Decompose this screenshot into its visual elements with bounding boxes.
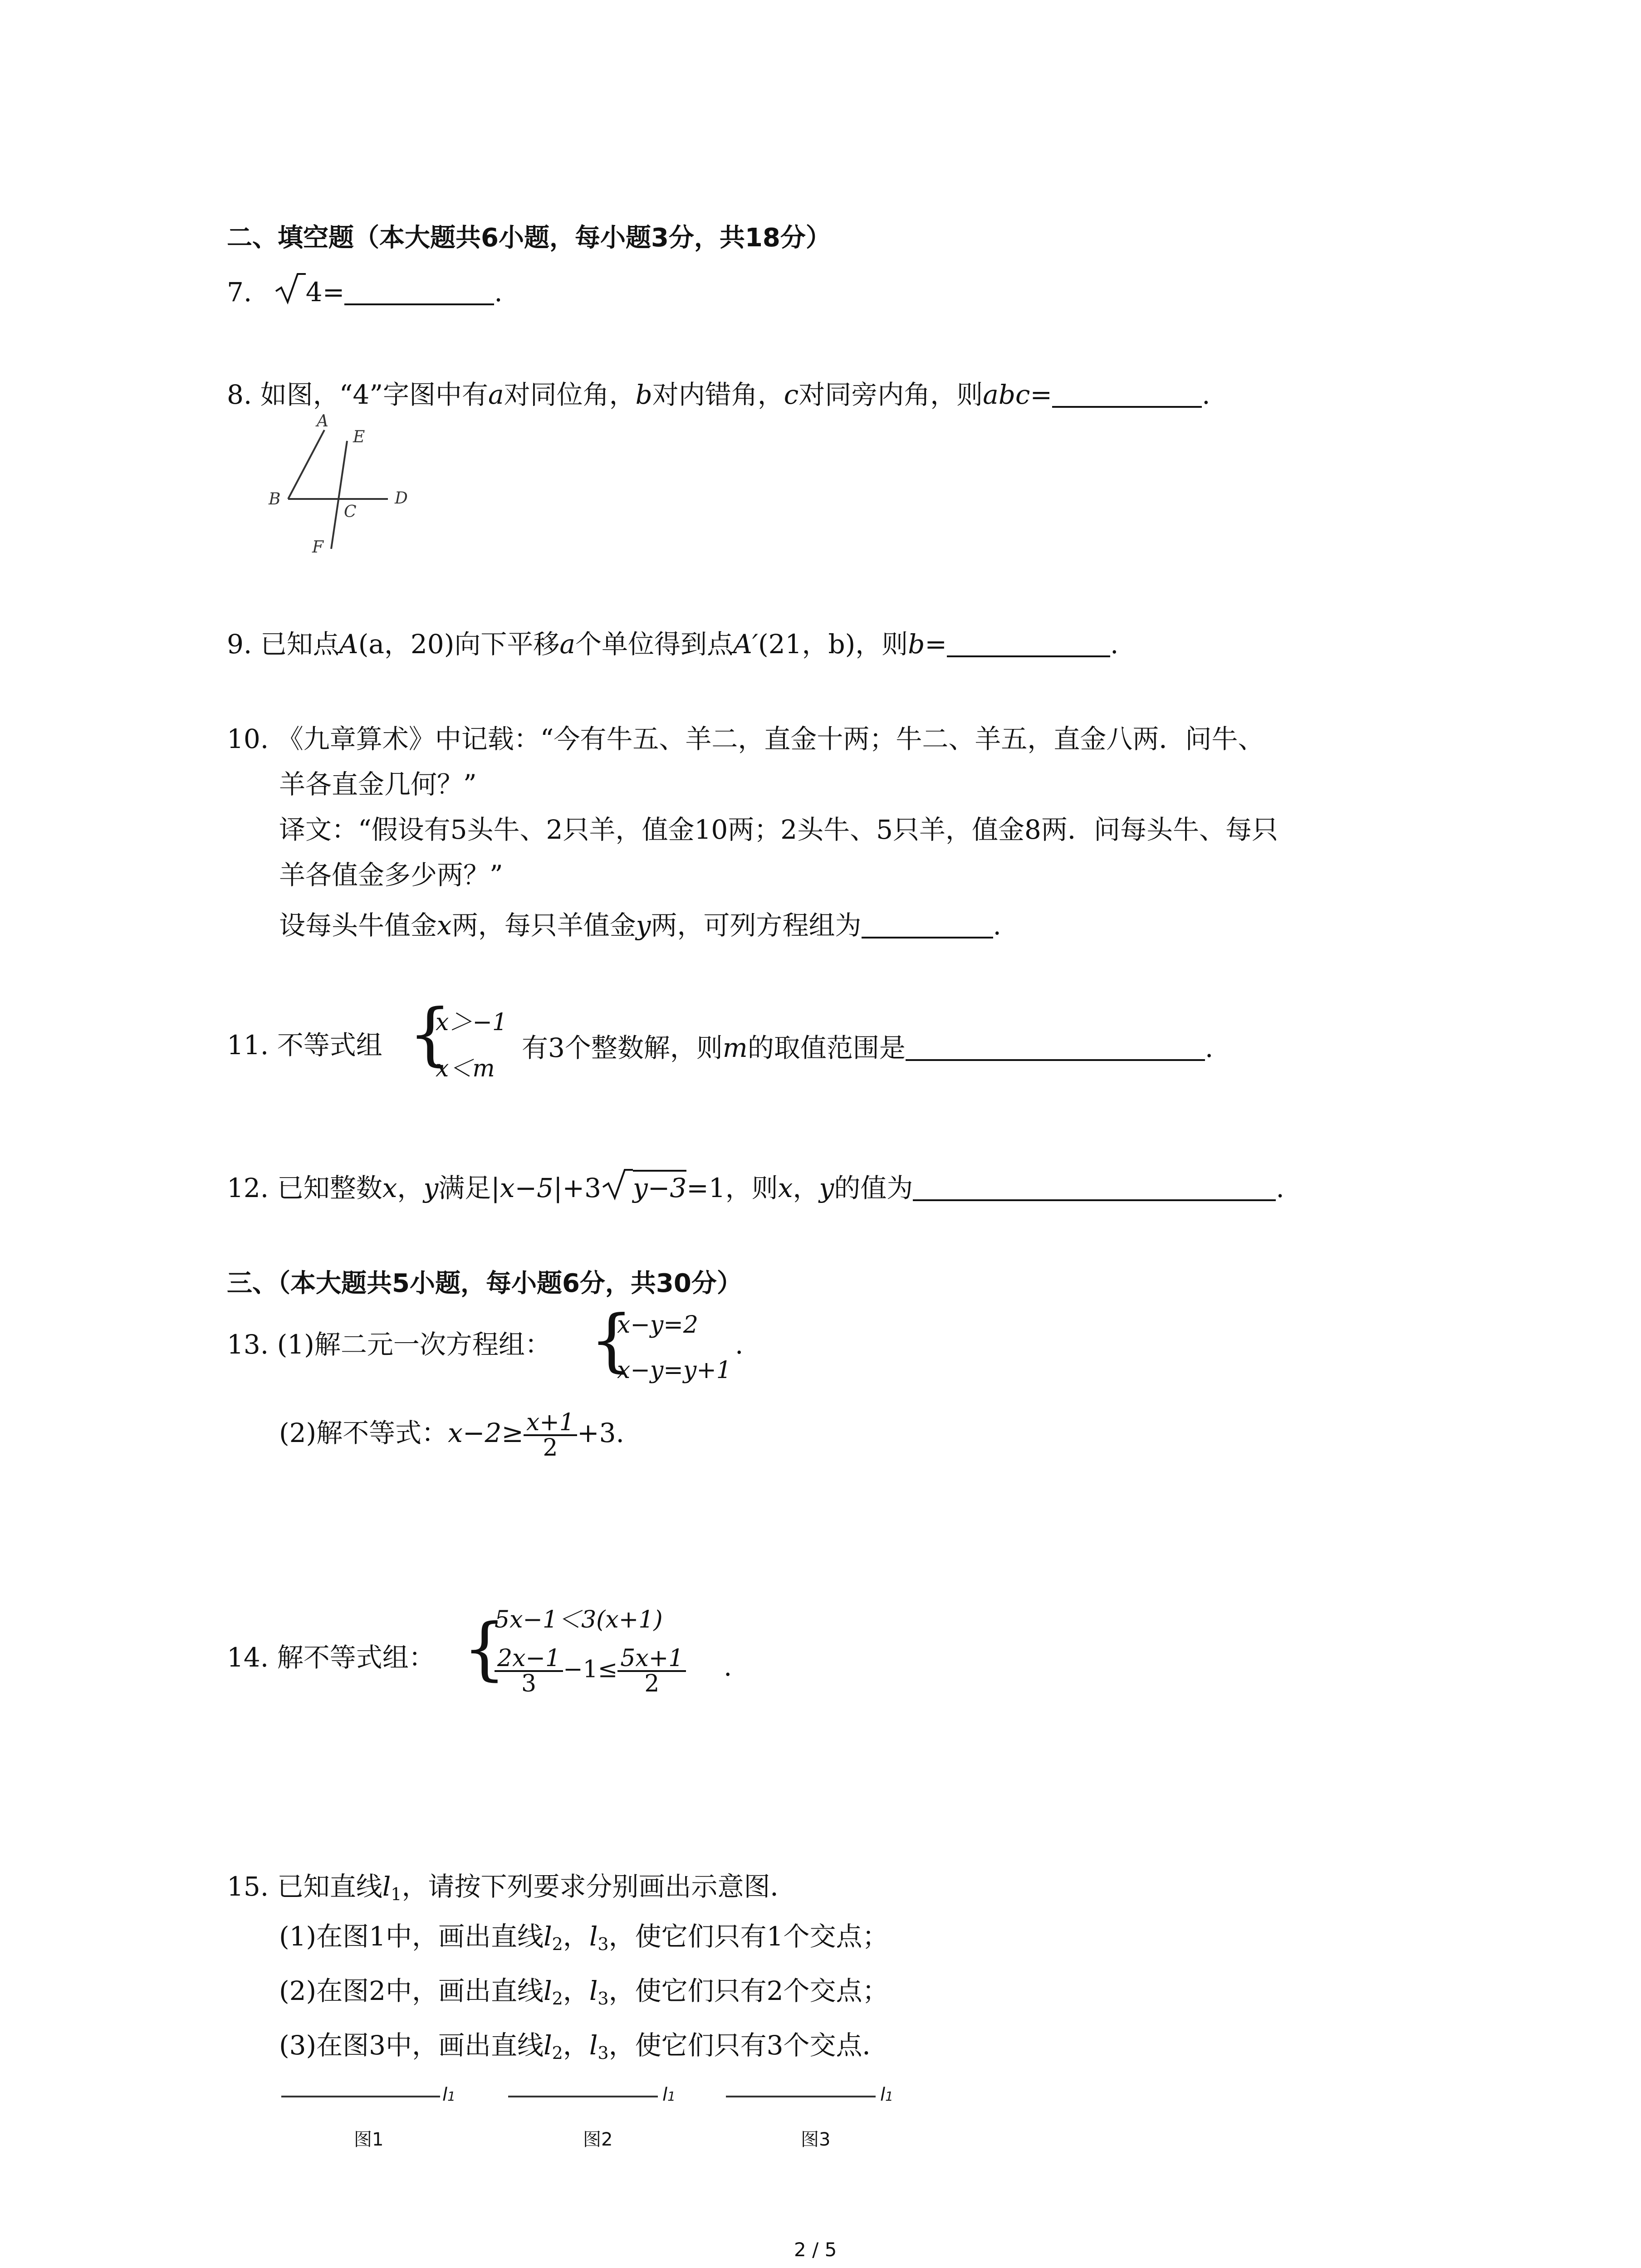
answer-blank[interactable] [906, 1032, 1205, 1061]
question-12 [227, 1168, 1284, 1201]
question-10-line-4: 羊各值金多少两？” [279, 860, 503, 890]
question-text: 有3个整数解，则 [522, 1032, 723, 1063]
line-l2: l [544, 1921, 552, 1952]
answer-blank[interactable] [862, 909, 993, 938]
question-text: 向下平移 [454, 629, 560, 660]
radicand: y−3 [633, 1170, 686, 1203]
question-7 [227, 272, 503, 308]
question-15-item-3 [279, 2032, 888, 2062]
item-text: (3)在图3中，画出直线 [279, 2030, 544, 2061]
variable-c: c [784, 379, 799, 410]
question-14 [227, 1644, 435, 1671]
question-text: 已知整数 [277, 1173, 382, 1203]
question-number: 7. [227, 277, 252, 308]
item-text: ，使它们只有1个交点； [608, 1921, 889, 1952]
question-11-text [522, 1032, 1213, 1061]
subscript: 2 [552, 1934, 563, 1954]
period: . [1276, 1173, 1284, 1203]
question-15-item-1 [279, 1923, 888, 1953]
label-E: E [353, 428, 365, 446]
section-3-heading: 三、（本大题共5小题，每小题6分，共30分） [227, 1269, 742, 1298]
question-text: 不等式组 [277, 1030, 382, 1061]
variable-b: b [635, 379, 652, 410]
inequality-2 [495, 1647, 686, 1696]
figure-2-label: 图2 [583, 2129, 613, 2150]
period: . [1202, 379, 1210, 410]
question-number: 8. [227, 379, 252, 410]
radicand: 4 [305, 277, 323, 308]
equation-2: x−y=y+1 [617, 1357, 731, 1384]
numerator: x+1 [524, 1411, 577, 1436]
question-text: 已知直线 [277, 1871, 382, 1902]
figure-2-line [508, 2096, 658, 2101]
variable-x: x [778, 1173, 793, 1203]
point-A: A [339, 629, 358, 660]
item-text: ，使它们只有2个交点； [608, 1975, 889, 2006]
answer-blank[interactable] [913, 1172, 1276, 1201]
comma: ， [563, 2030, 589, 2061]
label-A: A [317, 412, 328, 430]
subscript: 1 [391, 1884, 402, 1904]
item-text: ，使它们只有3个交点． [608, 2030, 889, 2061]
denominator: 3 [521, 1670, 537, 1697]
brace: { [463, 1609, 506, 1688]
fraction-2 [617, 1647, 686, 1696]
point-A-prime: A′ [733, 629, 759, 660]
line-l3: l [589, 2030, 598, 2061]
answer-blank[interactable] [344, 276, 494, 305]
variable-b: b [908, 629, 925, 660]
subscript: 3 [598, 2043, 609, 2063]
question-text: (2)解不等式： [279, 1418, 448, 1449]
variable-m: m [722, 1032, 748, 1063]
item-text: (1)在图1中，画出直线 [279, 1921, 544, 1952]
equals-sign: = [925, 629, 947, 660]
question-10-line-2: 羊各直金几何？” [279, 769, 477, 800]
comma: ， [563, 1975, 589, 2006]
label-B: B [269, 490, 281, 508]
denominator: 2 [644, 1670, 660, 1697]
question-8 [227, 379, 1210, 408]
figure-1-label: 图1 [354, 2129, 384, 2150]
question-text: ，请按下列要求分别画出示意图． [402, 1871, 797, 1902]
figure-3-line-label: l1 [880, 2084, 893, 2105]
period: . [1110, 629, 1119, 660]
brace: { [408, 995, 452, 1074]
denominator: 2 [543, 1434, 558, 1461]
comma: ， [563, 1921, 589, 1952]
question-number: 13. [227, 1329, 269, 1360]
question-number: 14. [227, 1642, 269, 1673]
subscript: 2 [552, 1989, 563, 2009]
variable-x: x [382, 1173, 397, 1203]
figure-3-line [726, 2096, 876, 2101]
question-13-part-1 [227, 1331, 551, 1358]
period: . [494, 277, 503, 308]
question-10-line-1 [227, 723, 1264, 754]
line-l3: l [589, 1975, 598, 2006]
period: . [735, 1329, 744, 1360]
subscript: 2 [552, 2043, 563, 2063]
comma: ， [397, 1173, 424, 1203]
question-text: 对内错角， [652, 379, 784, 410]
expression: x−2≥ [448, 1418, 524, 1449]
question-10-line-3: 译文：“假设有5头牛、2只羊，值金10两；2头牛、5只羊，值金8两．问每头牛、每只 [279, 814, 1278, 845]
period: . [993, 910, 1001, 941]
inequality-2: x＜m [436, 1055, 495, 1082]
question-text: 个单位得到点 [575, 629, 733, 660]
item-text: (2)在图2中，画出直线 [279, 1975, 544, 2006]
line-l1: l [382, 1871, 391, 1902]
question-text: 《九章算术》中记载：“今有牛五、羊二，直金十两；牛二、羊五，直金八两．问牛、 [277, 723, 1264, 754]
line-l3: l [589, 1921, 598, 1952]
coords-A: (a，20) [358, 629, 455, 660]
question-text: 对同旁内角，则 [798, 379, 983, 410]
question-text: (1)解二元一次方程组： [277, 1329, 551, 1360]
question-text: 两，每只羊值金 [451, 910, 636, 941]
question-number: 11. [227, 1030, 269, 1061]
brace: { [590, 1301, 633, 1380]
variable-y: y [819, 1173, 834, 1203]
question-number: 12. [227, 1173, 269, 1203]
figure-2-line-label: l1 [662, 2084, 676, 2105]
line-l2: l [544, 2030, 552, 2061]
question-text: =1，则 [686, 1173, 778, 1203]
inequality-1: 5x−1＜3(x+1) [495, 1606, 663, 1633]
inequality-1: x＞−1 [436, 1009, 507, 1036]
expression: −1≤ [563, 1656, 618, 1683]
equals-sign: = [1030, 379, 1053, 410]
variable-a: a [559, 629, 575, 660]
figure-1-line [281, 2096, 440, 2101]
question-13-part-2 [279, 1411, 624, 1460]
sqrt-symbol [601, 1168, 633, 1201]
answer-blank[interactable] [947, 628, 1110, 657]
fraction-1 [495, 1647, 563, 1696]
question-text: 的值为 [834, 1173, 913, 1203]
abs-expression: x−5 [500, 1173, 554, 1203]
numerator: 5x+1 [617, 1647, 686, 1672]
label-C: C [344, 503, 357, 521]
period: . [724, 1651, 732, 1682]
variable-y: y [423, 1173, 439, 1203]
subscript: 3 [598, 1989, 609, 2009]
variable-y: y [636, 910, 651, 941]
variable-abc: abc [983, 379, 1030, 410]
question-text: |+3 [553, 1173, 602, 1203]
question-10-line-5 [279, 909, 1001, 941]
expression: +3. [577, 1418, 624, 1449]
question-11-number [227, 1030, 382, 1061]
question-number: 10. [227, 723, 269, 754]
question-text: ，则 [855, 629, 908, 660]
equals-sign: = [322, 277, 345, 308]
numerator: 2x−1 [495, 1647, 563, 1672]
question-number: 9. [227, 629, 252, 660]
question-text: 对同位角， [504, 379, 636, 410]
question-text: 解不等式组： [277, 1642, 435, 1673]
page-number: 2 / 5 [794, 2239, 837, 2261]
question-15 [227, 1873, 796, 1903]
question-9 [227, 628, 1119, 660]
section-2-heading: 二、填空题（本大题共6小题，每小题3分，共18分） [227, 223, 831, 253]
answer-blank[interactable] [1052, 379, 1202, 408]
question-15-item-2 [279, 1975, 889, 2009]
question-text: 两，可列方程组为 [651, 910, 862, 941]
figure-1-line-label: l1 [442, 2084, 456, 2105]
variable-x: x [437, 910, 452, 941]
question-text: 如图，“4”字图中有 [260, 379, 488, 410]
question-text: 设每头牛值金 [279, 910, 437, 941]
question-text: 满足| [438, 1173, 500, 1203]
sqrt-symbol [274, 272, 306, 305]
question-text: 的取值范围是 [747, 1032, 906, 1063]
coords-A-prime: (21，b) [758, 629, 856, 660]
fraction [524, 1411, 577, 1460]
label-D: D [395, 489, 408, 508]
period: . [1205, 1032, 1214, 1063]
equation-1: x−y=2 [617, 1311, 698, 1339]
figure-3-label: 图3 [801, 2129, 831, 2150]
comma: ， [793, 1173, 819, 1203]
label-F: F [312, 538, 323, 557]
subscript: 3 [598, 1934, 609, 1954]
line-l2: l [544, 1975, 552, 2006]
variable-a: a [488, 379, 504, 410]
question-number: 15. [227, 1871, 269, 1902]
question-text: 已知点 [260, 629, 339, 660]
figure-4-shape [259, 408, 431, 562]
